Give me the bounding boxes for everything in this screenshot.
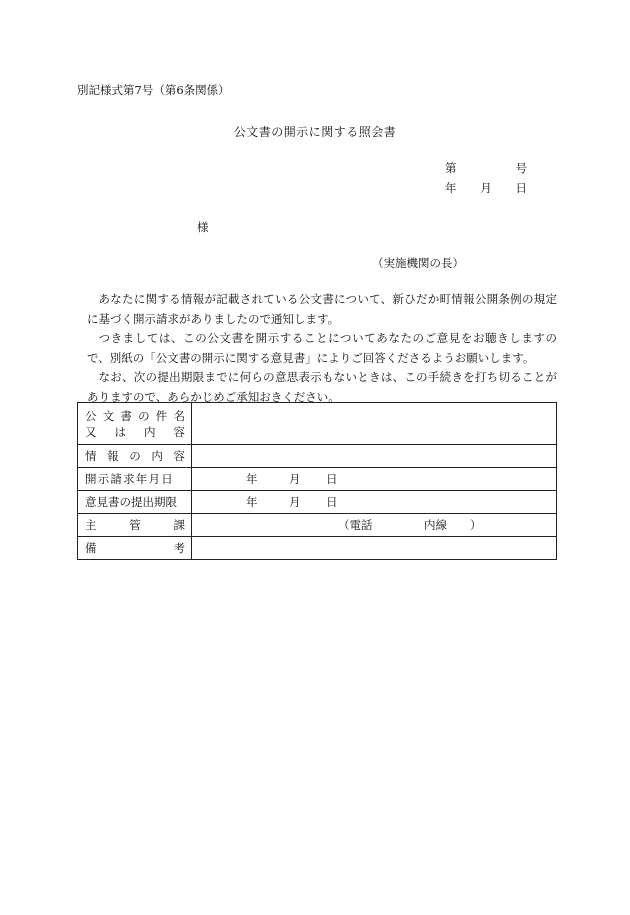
- document-title: 公文書の開示に関する照会書: [233, 125, 397, 139]
- reference-nen: 年: [445, 181, 457, 195]
- phone-open: （電話: [338, 518, 373, 532]
- row-label-deadline: 意見書の提出期限: [78, 491, 192, 514]
- body-text: [87, 290, 557, 407]
- body-paragraph-1: あなたに関する情報が記載されている公文書について、新ひだか町情報公開条例の規定に基づく開示請求がありましたので通知します。: [87, 292, 557, 326]
- phone-close: ）: [470, 518, 482, 532]
- label-line-b: 又 は 内 容: [85, 424, 185, 439]
- row-label-document-name: [78, 403, 192, 445]
- sender-label: （実施機関の長）: [372, 256, 464, 270]
- reference-tsuki: 月: [480, 181, 492, 195]
- table-row-request-date: [78, 468, 557, 491]
- body-paragraph-2: つきましては、この公文書を開示することについてあなたのご意見をお聴きしますので、別紙の「公文書の開示に関する意見書」によりご回答くださるようお願いします。: [87, 331, 557, 365]
- row-value-request-date: 年 月 日: [192, 468, 557, 491]
- label-line-a: 公 文 書 の 件 名: [85, 408, 185, 423]
- table-row-document-name: [78, 403, 557, 445]
- table-row-deadline: [78, 491, 557, 514]
- table-row-info-content: [78, 445, 557, 468]
- reference-dai: 第: [445, 161, 457, 175]
- form-number-label: 別記様式第7号（第6条関係）: [77, 83, 230, 97]
- reference-go: 号: [515, 161, 527, 175]
- row-label-remarks: 備 考: [78, 537, 192, 560]
- reference-date-line: [445, 180, 527, 196]
- row-value-section: [192, 514, 557, 537]
- addressee-honorific: 様: [197, 220, 209, 234]
- table-row-remarks: [78, 537, 557, 560]
- row-label-request-date: 開示請求年月日: [78, 468, 192, 491]
- body-paragraph-3: なお、次の提出期限までに何らの意思表示もないときは、この手続きを打ち切ることがありますので、あらかじめご承知おきください。: [87, 370, 557, 404]
- row-label-section: 主 管 課: [78, 514, 192, 537]
- table-row-section: [78, 514, 557, 537]
- row-value-document-name: [192, 403, 557, 445]
- inquiry-table: [77, 402, 557, 560]
- phone-extension: 内線: [424, 518, 447, 532]
- row-value-deadline: 年 月 日: [192, 491, 557, 514]
- reference-number-line: [445, 160, 527, 176]
- row-value-info-content: [192, 445, 557, 468]
- row-value-remarks: [192, 537, 557, 560]
- row-label-info-content: 情 報 の 内 容: [78, 445, 192, 468]
- reference-hi: 日: [515, 181, 527, 195]
